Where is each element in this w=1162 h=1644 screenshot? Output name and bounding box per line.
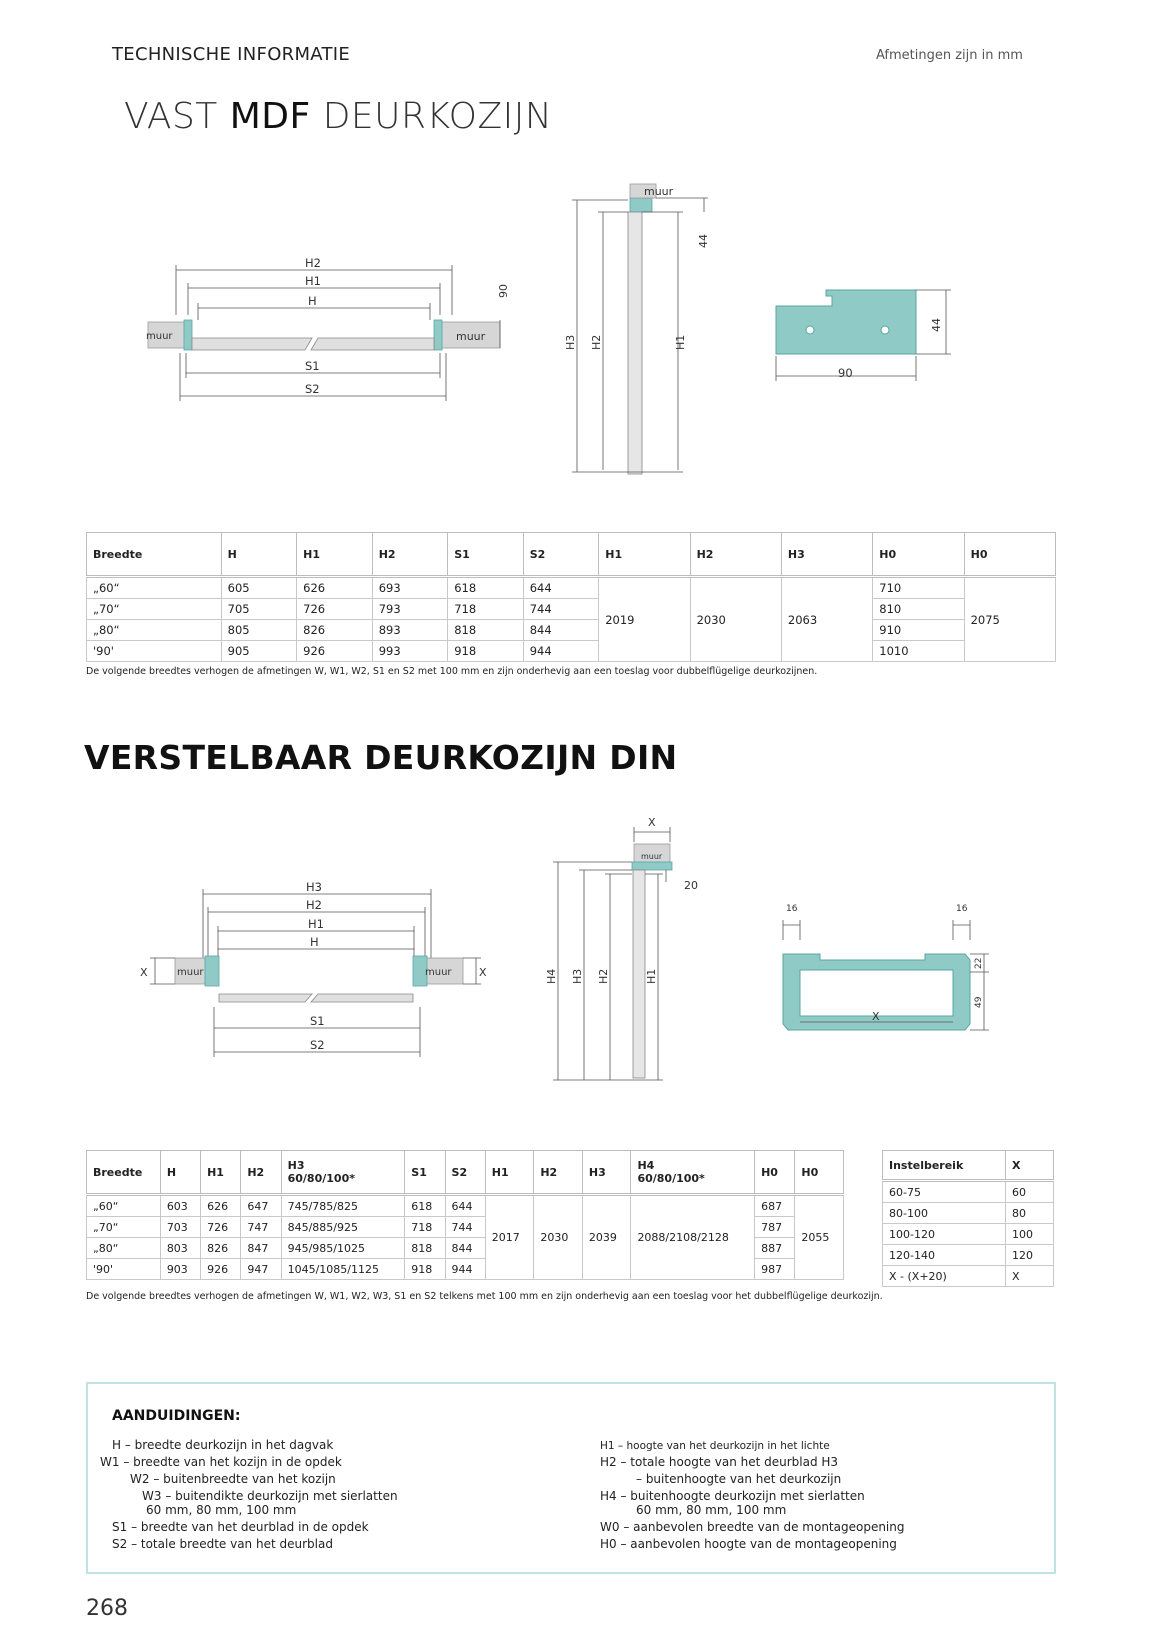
table-row [87, 620, 1056, 641]
table-cell: 618 [448, 577, 524, 599]
dim2-h3: H3 [306, 880, 322, 894]
table-cell: „80“ [87, 620, 222, 641]
table-cell: „60“ [87, 1195, 161, 1217]
table-cell: 120 [1006, 1245, 1054, 1266]
table-cell: 705 [221, 599, 297, 620]
dim-wall-depth: 90 [497, 284, 510, 298]
table-cell-merged: 2017 [485, 1195, 534, 1280]
dim-s1: S1 [305, 359, 320, 373]
page-number: 268 [86, 1596, 128, 1621]
header-line1: H3 [287, 1159, 305, 1172]
table-cell: 805 [221, 620, 297, 641]
table-cell: 60-75 [883, 1181, 1006, 1203]
section-view-2 [553, 827, 672, 1080]
table-cell: 818 [405, 1238, 445, 1259]
section-wall-label: muur [644, 185, 674, 198]
legend-item: H2 – totale hoogte van het deurblad H3 [600, 1455, 839, 1469]
table-header-row [87, 533, 1056, 577]
dim2-h2: H2 [306, 898, 322, 912]
dim2-h: H [310, 935, 319, 949]
table-cell: 810 [873, 599, 964, 620]
dim2-profile-x: X [872, 1010, 880, 1023]
dim2-side-h4: H4 [545, 968, 558, 984]
table-cell: 793 [372, 599, 448, 620]
table-cell-merged: 2019 [599, 577, 690, 662]
table-cell: 926 [297, 641, 373, 662]
section2-diagram [0, 812, 1162, 1092]
table-cell: 644 [445, 1195, 485, 1217]
table-cell: 918 [448, 641, 524, 662]
plan-view [148, 265, 500, 401]
table-row [883, 1245, 1054, 1266]
table-cell: 120-140 [883, 1245, 1006, 1266]
table-cell: 644 [523, 577, 599, 599]
legend-item: H – breedte deurkozijn in het dagvak [112, 1438, 334, 1452]
header-line2: 60/80/100* [637, 1172, 705, 1185]
table-header: H1 [599, 533, 690, 577]
legend-item: S1 – breedte van het deurblad in de opdek [112, 1520, 369, 1534]
legend-item: W0 – aanbevolen breedte van de montageopening [600, 1520, 905, 1534]
legend-item: H1 – hoogte van het deurkozijn in het lichte [600, 1440, 830, 1452]
table-cell: 618 [405, 1195, 445, 1217]
title-pre: VAST [124, 96, 230, 137]
dim2-x-right: X [479, 966, 487, 979]
table-cell: 726 [201, 1217, 241, 1238]
dim-h2: H2 [305, 256, 321, 270]
table-header: H2 [241, 1151, 281, 1195]
section1-title [124, 96, 552, 137]
table-header: Breedte [87, 533, 222, 577]
table-header: S1 [448, 533, 524, 577]
table-cell: 744 [445, 1217, 485, 1238]
table-cell: „70“ [87, 599, 222, 620]
table-header [281, 1151, 405, 1195]
dim2-profile-49: 49 [974, 996, 984, 1008]
table-cell: 100-120 [883, 1224, 1006, 1245]
wall2-label-right: muur [425, 967, 452, 978]
table-header: H0 [964, 533, 1055, 577]
wall2-label-left: muur [177, 967, 204, 978]
table-cell: 100 [1006, 1224, 1054, 1245]
table-header: H0 [873, 533, 964, 577]
table-header: H0 [795, 1151, 844, 1195]
dim-h1: H1 [305, 274, 321, 288]
table-cell-merged: 2088/2108/2128 [631, 1195, 755, 1280]
table-cell: 826 [201, 1238, 241, 1259]
table-cell: 626 [297, 577, 373, 599]
dim2-s2: S2 [310, 1038, 325, 1052]
table-cell: 818 [448, 620, 524, 641]
table-header-row [87, 1151, 844, 1195]
table-cell: 844 [445, 1238, 485, 1259]
table-cell: 745/785/825 [281, 1195, 405, 1217]
dim2-side-x: X [648, 816, 656, 829]
dim-h: H [308, 294, 317, 308]
table-cell: 747 [241, 1217, 281, 1238]
table-cell: 718 [448, 599, 524, 620]
dim2-side-h1: H1 [645, 968, 658, 984]
dim-side-top: 44 [697, 234, 710, 248]
units-note: Afmetingen zijn in mm [876, 48, 1023, 63]
table-cell: X [1006, 1266, 1054, 1287]
table-cell: X - (X+20) [883, 1266, 1006, 1287]
table-header: H2 [534, 1151, 583, 1195]
table-cell: 944 [445, 1259, 485, 1280]
table-cell: 787 [755, 1217, 795, 1238]
section2-table [86, 1150, 844, 1280]
table-cell: 744 [523, 599, 599, 620]
table-header: Instelbereik [883, 1151, 1006, 1181]
section-view [572, 184, 708, 474]
table-cell: 887 [755, 1238, 795, 1259]
section2-wall-label: muur [641, 852, 663, 861]
dim-side-h1: H1 [674, 334, 687, 350]
dim-s2: S2 [305, 382, 320, 396]
table-cell: 80-100 [883, 1203, 1006, 1224]
legend-title: AANDUIDINGEN: [112, 1408, 241, 1424]
section-header: TECHNISCHE INFORMATIE [112, 44, 351, 65]
table-header: S2 [445, 1151, 485, 1195]
legend-box [86, 1382, 1056, 1574]
table-cell: 80 [1006, 1203, 1054, 1224]
section1-diagram [0, 170, 1162, 490]
table-header: H3 [582, 1151, 631, 1195]
table-cell-merged: 2055 [795, 1195, 844, 1280]
profile-view-2 [783, 920, 989, 1030]
table-cell: 826 [297, 620, 373, 641]
legend-item: W1 – breedte van het kozijn in de opdek [100, 1455, 342, 1469]
table-header: H2 [690, 533, 781, 577]
table-cell: 687 [755, 1195, 795, 1217]
table-cell: 987 [755, 1259, 795, 1280]
legend-item: W3 – buitendikte deurkozijn met sierlatten [142, 1489, 398, 1503]
header-line1: H4 [637, 1159, 655, 1172]
legend-item: H4 – buitenhoogte deurkozijn met sierlatten [600, 1489, 865, 1503]
dim2-side-h2: H2 [597, 968, 610, 984]
table-row [87, 599, 1056, 620]
dim-profile-width: 90 [838, 366, 853, 380]
table-header: H1 [485, 1151, 534, 1195]
legend-item: H0 – aanbevolen hoogte van de montageopening [600, 1537, 897, 1551]
legend-item: 60 mm, 80 mm, 100 mm [146, 1503, 297, 1517]
table-row [883, 1203, 1054, 1224]
table-cell: 944 [523, 641, 599, 662]
table-cell: 918 [405, 1259, 445, 1280]
dim2-side-20: 20 [684, 879, 698, 892]
table-header: H2 [372, 533, 448, 577]
table-cell: „70“ [87, 1217, 161, 1238]
table-header [631, 1151, 755, 1195]
table-cell: 1045/1085/1125 [281, 1259, 405, 1280]
table-cell: 947 [241, 1259, 281, 1280]
title-post: DEURKOZIJN [310, 96, 553, 137]
table-header: H [160, 1151, 200, 1195]
table-cell: 945/985/1025 [281, 1238, 405, 1259]
table-cell: 1010 [873, 641, 964, 662]
dim2-x-left: X [140, 966, 148, 979]
dim2-h1: H1 [308, 917, 324, 931]
wall-label-left: muur [146, 331, 173, 342]
table-cell: 803 [160, 1238, 200, 1259]
table-header: X [1006, 1151, 1054, 1181]
table-cell: 905 [221, 641, 297, 662]
table-row [87, 641, 1056, 662]
section1-table [86, 532, 1056, 662]
table-cell: 910 [873, 620, 964, 641]
dim-profile-height: 44 [930, 318, 943, 332]
table-cell: 903 [160, 1259, 200, 1280]
table-row [87, 1195, 844, 1217]
table-row [883, 1224, 1054, 1245]
table-row [883, 1181, 1054, 1203]
table-cell: 845/885/925 [281, 1217, 405, 1238]
table-cell: „60“ [87, 577, 222, 599]
section2-title: VERSTELBAAR DEURKOZIJN DIN [84, 738, 678, 777]
table-cell: 844 [523, 620, 599, 641]
legend-item: S2 – totale breedte van het deurblad [112, 1537, 333, 1551]
header-line2: 60/80/100* [287, 1172, 355, 1185]
table-cell-merged: 2039 [582, 1195, 631, 1280]
table-header: H1 [201, 1151, 241, 1195]
dim2-s1: S1 [310, 1014, 325, 1028]
section2-note: De volgende breedtes verhogen de afmetingen W, W1, W2, W3, S1 en S2 telkens met 100 mm en zijn onderhevig aan een toeslag voor het dubbelflügelige deurkozijn. [86, 1291, 883, 1302]
dim2-profile-left: 16 [786, 904, 798, 914]
table-cell: 710 [873, 577, 964, 599]
table-cell: 693 [372, 577, 448, 599]
table-cell: '90' [87, 1259, 161, 1280]
table-header-row [883, 1151, 1054, 1181]
table-cell: 893 [372, 620, 448, 641]
table-cell-merged: 2030 [534, 1195, 583, 1280]
dim2-profile-right: 16 [956, 904, 968, 914]
legend-item: W2 – buitenbreedte van het kozijn [130, 1472, 336, 1486]
table-cell: 647 [241, 1195, 281, 1217]
title-bold: MDF [229, 96, 311, 137]
table-cell: 605 [221, 577, 297, 599]
table-cell: 847 [241, 1238, 281, 1259]
table-cell-merged: 2030 [690, 577, 781, 662]
table-cell: 703 [160, 1217, 200, 1238]
legend-item: – buitenhoogte van het deurkozijn [636, 1472, 842, 1486]
table-cell: 718 [405, 1217, 445, 1238]
dim2-side-h3: H3 [571, 968, 584, 984]
table-cell: 726 [297, 599, 373, 620]
dim-side-h3: H3 [564, 334, 577, 350]
wall-label-right: muur [456, 330, 486, 343]
legend-item: 60 mm, 80 mm, 100 mm [636, 1503, 787, 1517]
table-cell: 926 [201, 1259, 241, 1280]
table-cell: 603 [160, 1195, 200, 1217]
section1-note: De volgende breedtes verhogen de afmetingen W, W1, W2, S1 en S2 met 100 mm en zijn onderhevig aan een toeslag voor dubbelflügelige deurkozijnen. [86, 666, 818, 677]
dim2-profile-22: 22 [974, 957, 984, 969]
table-cell: 60 [1006, 1181, 1054, 1203]
table-header: H1 [297, 533, 373, 577]
table-header: S1 [405, 1151, 445, 1195]
profile-view [776, 290, 951, 381]
range-table [882, 1150, 1054, 1287]
table-cell-merged: 2075 [964, 577, 1055, 662]
table-cell: 993 [372, 641, 448, 662]
table-header: H [221, 533, 297, 577]
table-header: H3 [781, 533, 872, 577]
table-header: S2 [523, 533, 599, 577]
table-cell: '90' [87, 641, 222, 662]
dim-side-h2: H2 [590, 334, 603, 350]
table-header: H0 [755, 1151, 795, 1195]
table-row [883, 1266, 1054, 1287]
table-row [87, 577, 1056, 599]
table-cell-merged: 2063 [781, 577, 872, 662]
table-cell: „80“ [87, 1238, 161, 1259]
table-header: Breedte [87, 1151, 161, 1195]
table-cell: 626 [201, 1195, 241, 1217]
